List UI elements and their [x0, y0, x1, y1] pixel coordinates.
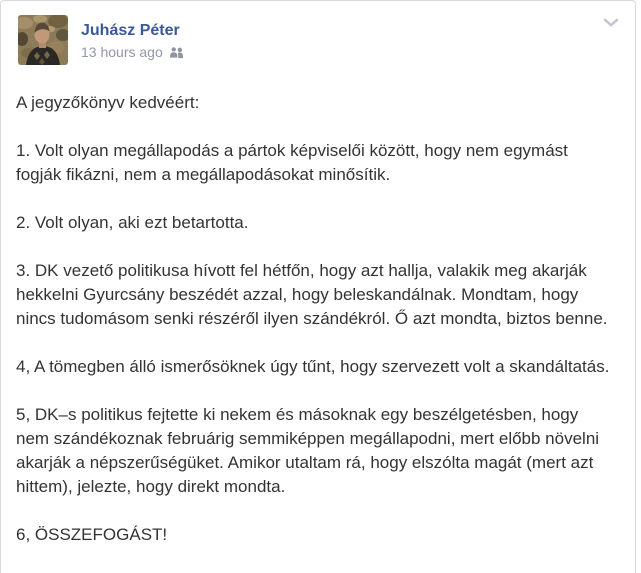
post-paragraph: 2. Volt olyan, aki ezt betartotta.: [16, 213, 249, 232]
post-paragraph: 4, A tömegben álló ismerősöknek úgy tűnt, hogy szervezett volt a skandáltatás.: [16, 357, 610, 376]
post-byline: [81, 15, 184, 65]
post-options-button[interactable]: [601, 16, 621, 29]
post-header: [1, 1, 635, 65]
post-meta: [81, 44, 184, 60]
friends-privacy-icon: [169, 46, 184, 59]
chevron-down-icon: [603, 18, 619, 27]
post-paragraph: 6, ÖSSZEFOGÁST!: [16, 525, 168, 544]
post-text: [1, 65, 635, 547]
avatar[interactable]: [18, 15, 68, 65]
post-paragraph: 3. DK vezető politikusa hívott fel hétfőn, hogy azt hallja, valakik meg akarják hekkelni Gyurcsány beszédét azzal, hogy beleskandálnak. Mondtam, hogy nincs tudomásom senki részéről ilyen szándékról. Ő azt mondta, biztos benne.: [16, 261, 608, 328]
author-name-link[interactable]: Juhász Péter: [81, 22, 180, 39]
post-paragraph: A jegyzőkönyv kedvéért:: [16, 93, 200, 112]
profile-photo: [18, 15, 68, 65]
post-paragraph: 5, DK–s politikus fejtette ki nekem és másoknak egy beszélgetésben, hogy nem szándékoznak februárig semmiképpen megállapodni, mert előbb növelni akarják a népszerűségüket. Amikor utaltam rá, hogy elszólta magát (mert azt hittem), jelezte, hogy direkt mondta.: [16, 405, 600, 496]
post-paragraph: 1. Volt olyan megállapodás a pártok képviselői között, hogy nem egymást fogják fikázni, nem a megállapodásokat minősítik.: [16, 141, 568, 184]
timestamp-link[interactable]: 13 hours ago: [81, 44, 163, 61]
